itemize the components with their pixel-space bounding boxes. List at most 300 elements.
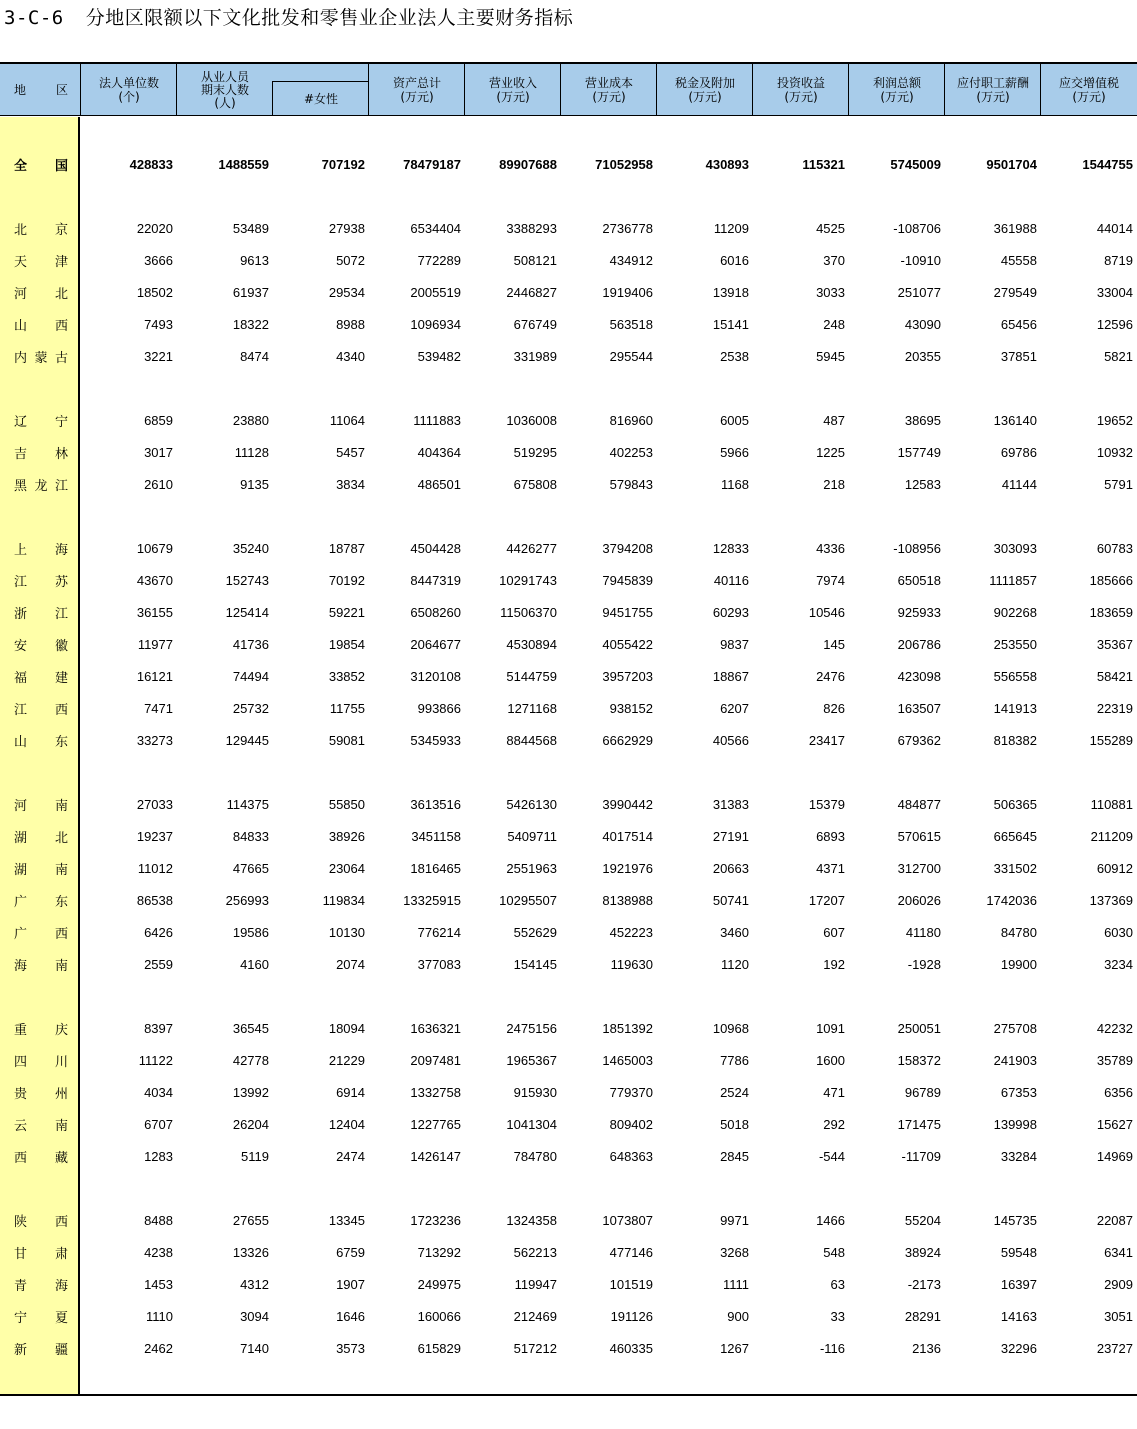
header-column-line: (万元) — [592, 90, 626, 104]
cell-value: 1227765 — [410, 1116, 461, 1132]
cell-value: 579843 — [609, 476, 653, 492]
cell-value: 539482 — [417, 348, 461, 364]
cell-value: 303093 — [993, 540, 1037, 556]
cell-value: 3017 — [144, 444, 173, 460]
region-name — [0, 1113, 80, 1135]
header-column-line: 营业成本 — [584, 76, 633, 90]
table-row — [0, 1145, 1137, 1167]
cell-value: 679362 — [897, 732, 941, 748]
region-char: 上 — [14, 542, 28, 558]
region-char: 东 — [54, 734, 68, 750]
cell-value: 1332758 — [410, 1084, 461, 1100]
cell-value: 1283 — [144, 1148, 173, 1164]
cell-value: 20663 — [712, 860, 749, 876]
cell-value: 6207 — [720, 700, 749, 716]
region-char: 西 — [54, 926, 68, 942]
header-column-line: 投资收益 — [776, 76, 825, 90]
cell-value: 508121 — [513, 252, 557, 268]
cell-value: 6356 — [1104, 1084, 1133, 1100]
region-name — [0, 633, 80, 655]
region-name — [0, 569, 80, 591]
cell-value: 65456 — [1000, 316, 1037, 332]
cell-value: 650518 — [897, 572, 941, 588]
cell-value: 40566 — [712, 732, 749, 748]
cell-value: 5119 — [241, 1148, 269, 1164]
cell-value: 292 — [823, 1116, 845, 1132]
cell-value: 41180 — [905, 924, 941, 940]
cell-value: 5018 — [720, 1116, 749, 1132]
cell-value: 17207 — [808, 892, 845, 908]
cell-value: 434912 — [609, 252, 653, 268]
table-row — [0, 729, 1137, 751]
region-stub-column — [0, 117, 80, 1394]
cell-value: 5144759 — [506, 668, 557, 684]
region-name — [0, 889, 80, 911]
cell-value: 4530894 — [506, 636, 557, 652]
cell-value: 38695 — [904, 412, 941, 428]
cell-value: 6914 — [336, 1084, 365, 1100]
table-title: 分地区限额以下文化批发和零售业企业法人主要财务指标 — [85, 7, 574, 29]
region-name — [0, 729, 80, 751]
cell-value: 13326 — [232, 1244, 269, 1260]
cell-value: 250051 — [897, 1020, 941, 1036]
cell-value: 38924 — [904, 1244, 941, 1260]
region-char: 疆 — [54, 1342, 68, 1358]
cell-value: 115321 — [802, 156, 845, 172]
cell-value: 607 — [823, 924, 845, 940]
cell-value: 136140 — [993, 412, 1037, 428]
region-char: 吉 — [14, 446, 28, 462]
table-row — [0, 1273, 1137, 1295]
region-char: 陕 — [14, 1214, 28, 1230]
cell-value: 776214 — [417, 924, 461, 940]
region-char: 辽 — [14, 414, 28, 430]
cell-value: 74494 — [232, 668, 269, 684]
header-column-line: 法人单位数 — [98, 76, 159, 90]
cell-value: 139998 — [993, 1116, 1037, 1132]
cell-value: 6534404 — [410, 220, 461, 236]
region-char: 贵 — [14, 1086, 28, 1102]
cell-value: 4312 — [240, 1276, 269, 1292]
cell-value: 154145 — [513, 956, 557, 972]
cell-value: 84780 — [1000, 924, 1037, 940]
region-char: 青 — [14, 1278, 28, 1294]
cell-value: 33004 — [1096, 284, 1133, 300]
header-column — [273, 82, 369, 116]
region-char: 内 — [14, 350, 28, 366]
cell-value: 1466 — [816, 1212, 845, 1228]
cell-value: 4504428 — [410, 540, 461, 556]
cell-value: 6508260 — [410, 604, 461, 620]
region-name — [0, 1337, 80, 1359]
header-column-line: (人) — [214, 95, 236, 110]
region-char: 新 — [14, 1342, 28, 1358]
cell-value: 4238 — [144, 1244, 173, 1260]
region-char: 西 — [54, 318, 68, 334]
region-name — [0, 249, 80, 271]
cell-value: 423098 — [897, 668, 941, 684]
region-char: 建 — [54, 670, 68, 686]
cell-value: 452223 — [609, 924, 653, 940]
region-name — [0, 1273, 80, 1295]
region-char: 南 — [54, 1118, 68, 1134]
region-char: 津 — [54, 254, 68, 270]
cell-value: 5966 — [720, 444, 749, 460]
cell-value: 1426147 — [410, 1148, 461, 1164]
cell-value: 71052958 — [595, 156, 653, 172]
region-char: 浙 — [14, 606, 28, 622]
cell-value: 11977 — [137, 636, 173, 652]
region-char: 江 — [14, 574, 28, 590]
cell-value: 1453 — [144, 1276, 173, 1292]
cell-value: 713292 — [417, 1244, 461, 1260]
cell-value: 22020 — [136, 220, 173, 236]
cell-value: 9971 — [720, 1212, 749, 1228]
header-column — [177, 64, 273, 116]
region-char: 天 — [14, 254, 28, 270]
region-char: 湖 — [14, 830, 28, 846]
cell-value: 15379 — [808, 796, 845, 812]
cell-value: 9501704 — [986, 156, 1037, 172]
cell-value: 1488559 — [218, 156, 269, 172]
cell-value: 191126 — [610, 1308, 653, 1324]
region-name — [0, 1145, 80, 1167]
cell-value: 60912 — [1096, 860, 1133, 876]
cell-value: 53489 — [232, 220, 269, 236]
cell-value: 6859 — [144, 412, 173, 428]
cell-value: 19900 — [1000, 956, 1037, 972]
table-row — [0, 1241, 1137, 1263]
cell-value: 377083 — [417, 956, 461, 972]
table-row — [0, 409, 1137, 431]
header-column-line: 应交增值税 — [1058, 76, 1119, 90]
cell-value: 129445 — [225, 732, 269, 748]
region-char: 江 — [54, 478, 68, 494]
cell-value: 1111857 — [989, 572, 1037, 588]
region-name — [0, 825, 80, 847]
cell-value: 218 — [823, 476, 845, 492]
cell-value: 9613 — [240, 252, 269, 268]
cell-value: 1921976 — [602, 860, 653, 876]
region-char: 北 — [14, 222, 28, 238]
region-char: 蒙 — [34, 350, 48, 366]
table-row — [0, 1049, 1137, 1071]
region-name — [0, 537, 80, 559]
cell-value: 1465003 — [602, 1052, 653, 1068]
cell-value: 818382 — [993, 732, 1037, 748]
cell-value: 27191 — [712, 828, 749, 844]
header-column-line: (万元) — [880, 90, 914, 104]
cell-value: 331989 — [513, 348, 557, 364]
cell-value: 38926 — [328, 828, 365, 844]
cell-value: 12404 — [328, 1116, 365, 1132]
region-char: 京 — [54, 222, 68, 238]
cell-value: 484877 — [897, 796, 941, 812]
cell-value: 3794208 — [602, 540, 653, 556]
cell-value: 784780 — [513, 1148, 557, 1164]
cell-value: 158372 — [897, 1052, 941, 1068]
cell-value: 1120 — [721, 956, 749, 972]
cell-value: 1096934 — [410, 316, 461, 332]
cell-value: 35240 — [232, 540, 269, 556]
region-char: 古 — [54, 350, 68, 366]
cell-value: 29534 — [328, 284, 365, 300]
cell-value: 45558 — [1000, 252, 1037, 268]
cell-value: 1091 — [816, 1020, 845, 1036]
cell-value: 33 — [830, 1308, 845, 1324]
cell-value: 10679 — [136, 540, 173, 556]
cell-value: 152743 — [225, 572, 269, 588]
cell-value: 256993 — [225, 892, 269, 908]
cell-value: 648363 — [609, 1148, 653, 1164]
cell-value: 43090 — [904, 316, 941, 332]
region-char: 北 — [54, 830, 68, 846]
cell-value: 665645 — [993, 828, 1037, 844]
cell-value: 16121 — [136, 668, 173, 684]
cell-value: 772289 — [417, 252, 461, 268]
header-column-line: (万元) — [496, 90, 530, 104]
cell-value: 3666 — [144, 252, 173, 268]
region-char: 南 — [54, 958, 68, 974]
cell-value: 3221 — [144, 348, 173, 364]
cell-value: 28291 — [904, 1308, 941, 1324]
cell-value: 6662929 — [602, 732, 653, 748]
table-row — [0, 601, 1137, 623]
cell-value: 31383 — [712, 796, 749, 812]
cell-value: 6759 — [336, 1244, 365, 1260]
cell-value: 900 — [727, 1308, 749, 1324]
cell-value: 55204 — [904, 1212, 941, 1228]
cell-value: 3388293 — [506, 220, 557, 236]
cell-value: -10910 — [900, 252, 941, 268]
cell-value: 12596 — [1096, 316, 1133, 332]
cell-value: 2462 — [144, 1340, 173, 1356]
cell-value: 11755 — [329, 700, 365, 716]
table-row — [0, 825, 1137, 847]
cell-value: 206786 — [897, 636, 941, 652]
region-char: 庆 — [54, 1022, 68, 1038]
cell-value: 253550 — [993, 636, 1037, 652]
header-column — [753, 64, 849, 116]
cell-value: 11209 — [713, 220, 749, 236]
cell-value: 1110 — [146, 1308, 173, 1324]
cell-value: 2074 — [336, 956, 365, 972]
region-char: 苏 — [54, 574, 68, 590]
cell-value: 10130 — [328, 924, 365, 940]
table-row — [0, 953, 1137, 975]
cell-value: 1816465 — [410, 860, 461, 876]
cell-value: 10295507 — [499, 892, 557, 908]
region-char: 南 — [54, 862, 68, 878]
region-char: 山 — [14, 734, 28, 750]
cell-value: 404364 — [417, 444, 461, 460]
cell-value: 5945 — [816, 348, 845, 364]
table-code: 3-C-6 — [4, 7, 64, 29]
cell-value: 6707 — [144, 1116, 173, 1132]
header-column-line: (万元) — [1072, 90, 1106, 104]
cell-value: 14969 — [1096, 1148, 1133, 1164]
cell-value: 1636321 — [410, 1020, 461, 1036]
cell-value: 809402 — [609, 1116, 653, 1132]
cell-value: 2476 — [816, 668, 845, 684]
cell-value: 19854 — [328, 636, 365, 652]
cell-value: 428833 — [129, 156, 173, 172]
cell-value: 96789 — [904, 1084, 941, 1100]
cell-value: 163507 — [897, 700, 941, 716]
cell-value: 19237 — [136, 828, 173, 844]
cell-value: 9135 — [240, 476, 269, 492]
cell-value: 3460 — [720, 924, 749, 940]
cell-value: 8988 — [336, 316, 365, 332]
cell-value: 312700 — [897, 860, 941, 876]
cell-value: 370 — [823, 252, 845, 268]
region-char: 福 — [14, 670, 28, 686]
cell-value: 2474 — [336, 1148, 365, 1164]
region-char: 夏 — [54, 1310, 68, 1326]
region-name — [0, 1017, 80, 1039]
cell-value: 2446827 — [506, 284, 557, 300]
cell-value: 44014 — [1096, 220, 1133, 236]
table-row — [0, 537, 1137, 559]
cell-value: 1851392 — [602, 1020, 653, 1036]
region-char: 藏 — [54, 1150, 68, 1166]
region-name — [0, 313, 80, 335]
cell-value: 211209 — [1090, 828, 1133, 844]
cell-value: 241903 — [993, 1052, 1037, 1068]
cell-value: 506365 — [993, 796, 1037, 812]
cell-value: -1928 — [907, 956, 941, 972]
region-char: 四 — [14, 1054, 28, 1070]
cell-value: 37851 — [1000, 348, 1037, 364]
cell-value: 33284 — [1000, 1148, 1037, 1164]
cell-value: 101519 — [609, 1276, 653, 1292]
cell-value: 563518 — [609, 316, 653, 332]
cell-value: 61937 — [232, 284, 269, 300]
cell-value: 23417 — [808, 732, 845, 748]
header-column — [81, 64, 177, 116]
cell-value: 9451755 — [602, 604, 653, 620]
cell-value: 11012 — [137, 860, 173, 876]
cell-value: 60783 — [1096, 540, 1133, 556]
cell-value: 26204 — [232, 1116, 269, 1132]
cell-value: 519295 — [513, 444, 557, 460]
region-name — [0, 1305, 80, 1327]
cell-value: 12833 — [712, 540, 749, 556]
cell-value: 20355 — [904, 348, 941, 364]
cell-value: 25732 — [232, 700, 269, 716]
cell-value: 183659 — [1089, 604, 1133, 620]
region-name — [0, 921, 80, 943]
table-row — [0, 281, 1137, 303]
cell-value: 13992 — [232, 1084, 269, 1100]
cell-value: 69786 — [1000, 444, 1037, 460]
header-column-line: (万元) — [784, 90, 818, 104]
region-char: 安 — [14, 638, 28, 654]
cell-value: 6030 — [1104, 924, 1133, 940]
table-row — [0, 857, 1137, 879]
header-column-line: 期末人数 — [200, 82, 249, 97]
cell-value: 3957203 — [602, 668, 653, 684]
cell-value: 58421 — [1096, 668, 1133, 684]
header-column-line: 应付职工薪酬 — [956, 76, 1029, 90]
region-name — [0, 857, 80, 879]
cell-value: 361988 — [993, 220, 1037, 236]
cell-value: 2524 — [720, 1084, 749, 1100]
cell-value: 556558 — [993, 668, 1037, 684]
cell-value: 1271168 — [507, 700, 557, 716]
cell-value: 145735 — [993, 1212, 1037, 1228]
cell-value: 570615 — [897, 828, 941, 844]
cell-value: -108956 — [893, 540, 941, 556]
region-char: 江 — [14, 702, 28, 718]
cell-value: 11064 — [329, 412, 365, 428]
table-row — [0, 921, 1137, 943]
cell-value: 826 — [823, 700, 845, 716]
cell-value: 938152 — [609, 700, 653, 716]
header-column-line: 利润总额 — [872, 76, 921, 90]
cell-value: 295544 — [609, 348, 653, 364]
header-column-line: 营业收入 — [488, 76, 537, 90]
header-column-line: (万元) — [688, 90, 722, 104]
cell-value: 18502 — [136, 284, 173, 300]
cell-value: 33273 — [136, 732, 173, 748]
cell-value: 18322 — [232, 316, 269, 332]
cell-value: 2097481 — [410, 1052, 461, 1068]
cell-value: 615829 — [417, 1340, 461, 1356]
cell-value: 27938 — [328, 220, 365, 236]
region-name — [0, 441, 80, 463]
cell-value: 2845 — [720, 1148, 749, 1164]
cell-value: 6426 — [144, 924, 173, 940]
cell-value: 5457 — [336, 444, 365, 460]
cell-value: 119630 — [610, 956, 653, 972]
cell-value: 1267 — [720, 1340, 749, 1356]
cell-value: 1036008 — [506, 412, 557, 428]
region-char: 林 — [54, 446, 68, 462]
cell-value: 7471 — [144, 700, 173, 716]
cell-value: 2005519 — [410, 284, 461, 300]
region-char: 西 — [54, 702, 68, 718]
cell-value: 114375 — [226, 796, 269, 812]
cell-value: 7140 — [240, 1340, 269, 1356]
table-row — [0, 441, 1137, 463]
cell-value: 137369 — [1089, 892, 1133, 908]
table-row — [0, 153, 1137, 175]
cell-value: 3451158 — [411, 828, 461, 844]
region-char: 川 — [54, 1054, 68, 1070]
table-row — [0, 1209, 1137, 1231]
cell-value: 119834 — [322, 892, 365, 908]
cell-value: 32296 — [1000, 1340, 1037, 1356]
cell-value: 15627 — [1096, 1116, 1133, 1132]
cell-value: 2475156 — [506, 1020, 557, 1036]
cell-value: 2559 — [144, 956, 173, 972]
region-char: 广 — [14, 926, 28, 942]
cell-value: 248 — [823, 316, 845, 332]
cell-value: 6893 — [816, 828, 845, 844]
region-char: 西 — [54, 1214, 68, 1230]
table-row — [0, 473, 1137, 495]
cell-value: 6005 — [720, 412, 749, 428]
cell-value: 35789 — [1096, 1052, 1133, 1068]
cell-value: 27033 — [136, 796, 173, 812]
cell-value: 23880 — [232, 412, 269, 428]
header-column-line: (万元) — [976, 90, 1010, 104]
cell-value: 925933 — [897, 604, 941, 620]
table-row — [0, 697, 1137, 719]
cell-value: 3094 — [240, 1308, 269, 1324]
cell-value: 430893 — [705, 156, 749, 172]
